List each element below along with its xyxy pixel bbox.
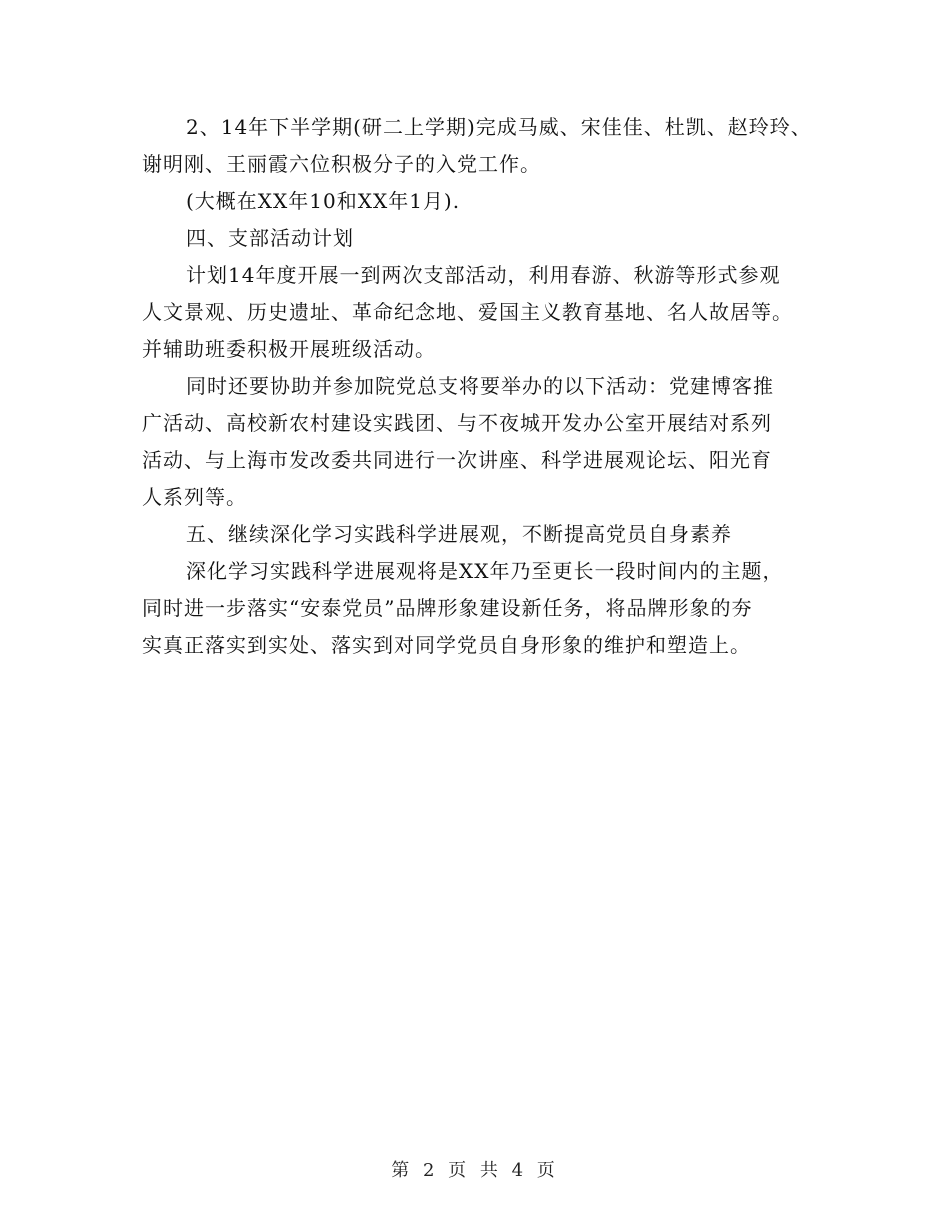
text-line: 四、支部活动计划 xyxy=(186,226,354,250)
text-line: 活动、与上海市发改委共同进行一次讲座、科学进展观论坛、阳光育 xyxy=(142,448,772,472)
section-heading-study-practice xyxy=(142,516,842,553)
text-line: 深化学习实践科学进展观将是XX年乃至更长一段时间内的主题， xyxy=(186,559,784,583)
paragraph-member-work xyxy=(142,109,842,183)
text-line: 五、继续深化学习实践科学进展观，不断提高党员自身素养 xyxy=(186,522,732,546)
paragraph-study-practice xyxy=(142,553,842,664)
page-number-footer: 第 2 页 共 4 页 xyxy=(391,1160,559,1181)
text-line: 实真正落实到实处、落实到对同学党员自身形象的维护和塑造上。 xyxy=(142,633,751,657)
paragraph-timeframe-note xyxy=(142,183,842,220)
text-line: 人文景观、历史遗址、革命纪念地、爱国主义教育基地、名人故居等。 xyxy=(142,300,793,324)
text-line: 2、14年下半学期(研二上学期)完成马威、宋佳佳、杜凯、赵玲玲、 xyxy=(186,115,812,139)
section-heading-activity-plan xyxy=(142,220,842,257)
paragraph-joint-activities xyxy=(142,368,842,516)
document-body xyxy=(142,109,842,664)
text-line: 并辅助班委积极开展班级活动。 xyxy=(142,337,436,361)
text-line: (大概在XX年10和XX年1月). xyxy=(186,189,461,213)
text-line: 谢明刚、王丽霞六位积极分子的入党工作。 xyxy=(142,152,541,176)
text-line: 人系列等。 xyxy=(142,485,247,509)
text-line: 计划14年度开展一到两次支部活动，利用春游、秋游等形式参观 xyxy=(186,263,781,287)
paragraph-activity-plan xyxy=(142,257,842,368)
text-line: 同时进一步落实“安泰党员”品牌形象建设新任务，将品牌形象的夯 xyxy=(142,596,753,620)
text-line: 同时还要协助并参加院党总支将要举办的以下活动：党建博客推 xyxy=(186,374,774,398)
text-line: 广活动、高校新农村建设实践团、与不夜城开发办公室开展结对系列 xyxy=(142,411,772,435)
